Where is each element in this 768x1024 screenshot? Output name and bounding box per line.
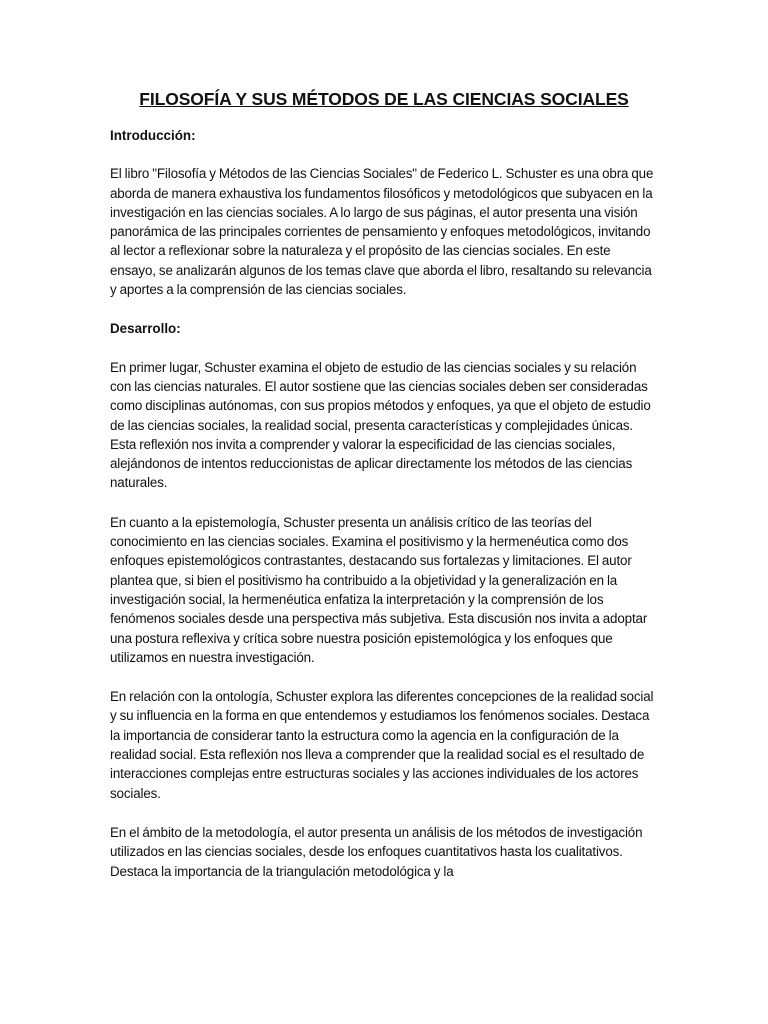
paragraph-metodologia: En el ámbito de la metodología, el autor presenta un análisis de los métodos de investigación utilizados en las ciencias sociales, desde los enfoques cuantitativos hasta los cualitativos. Destaca la importancia de la triangulación metodológica y la	[110, 824, 643, 879]
paragraph-introduccion: El libro "Filosofía y Métodos de las Ciencias Sociales" de Federico L. Schuster es una obra que aborda de manera exhaustiva los fundamentos filosóficos y metodológicos que subyacen en la investigación en las ciencias sociales. A lo largo de sus páginas, el autor presenta una visión panorámica de las principales corrientes de pensamiento y enfoques metodológicos, invitando al lector a reflexionar sobre la naturaleza y el propósito de las ciencias sociales. En este ensayo, se analizarán algunos de los temas clave que aborda el libro, resaltando su relevancia y aportes a la comprensión de las ciencias sociales.	[110, 166, 654, 298]
section-heading-desarrollo: Desarrollo:	[110, 321, 181, 337]
section-heading-introduccion: Introducción:	[110, 128, 196, 143]
paragraph-ontologia: En relación con la ontología, Schuster explora las diferentes concepciones de la realidad social y su influencia en la forma en que entendemos y estudiamos los fenómenos sociales. Destaca la importancia de considerar tanto la estructura como la agencia en la configuración de la realidad social. Esta reflexión nos lleva a comprender que la realidad social es el resultado de interacciones complejas entre estructuras sociales y las acciones individuales de los actores sociales.	[110, 689, 654, 801]
paragraph-objeto-de-estudio: En primer lugar, Schuster examina el objeto de estudio de las ciencias sociales y su relación con las ciencias naturales. El autor sostiene que las ciencias sociales deben ser consideradas como disciplinas autónomas, con sus propios métodos y enfoques, ya que el objeto de estudio de las ciencias sociales, la realidad social, presenta características y complejidades únicas. Esta reflexión nos invita a comprender y valorar la especificidad de las ciencias sociales, alejándonos de intentos reduccionistas de aplicar directamente los métodos de las ciencias naturales.	[110, 359, 651, 491]
document-page	[110, 86, 658, 901]
document-title: FILOSOFÍA Y SUS MÉTODOS DE LAS CIENCIAS SOCIALES	[139, 89, 629, 109]
paragraph-epistemologia: En cuanto a la epistemología, Schuster presenta un análisis crítico de las teorías del conocimiento en las ciencias sociales. Examina el positivismo y la hermenéutica como dos enfoques epistemológicos contrastantes, destacando sus fortalezas y limitaciones. El autor plantea que, si bien el positivismo ha contribuido a la objetividad y la generalización en la investigación social, la hermenéutica enfatiza la interpretación y la comprensión de los fenómenos sociales desde una perspectiva más subjetiva. Esta discusión nos invita a adoptar una postura reflexiva y crítica sobre nuestra posición epistemológica y los enfoques que utilizamos en nuestra investigación.	[110, 514, 648, 665]
